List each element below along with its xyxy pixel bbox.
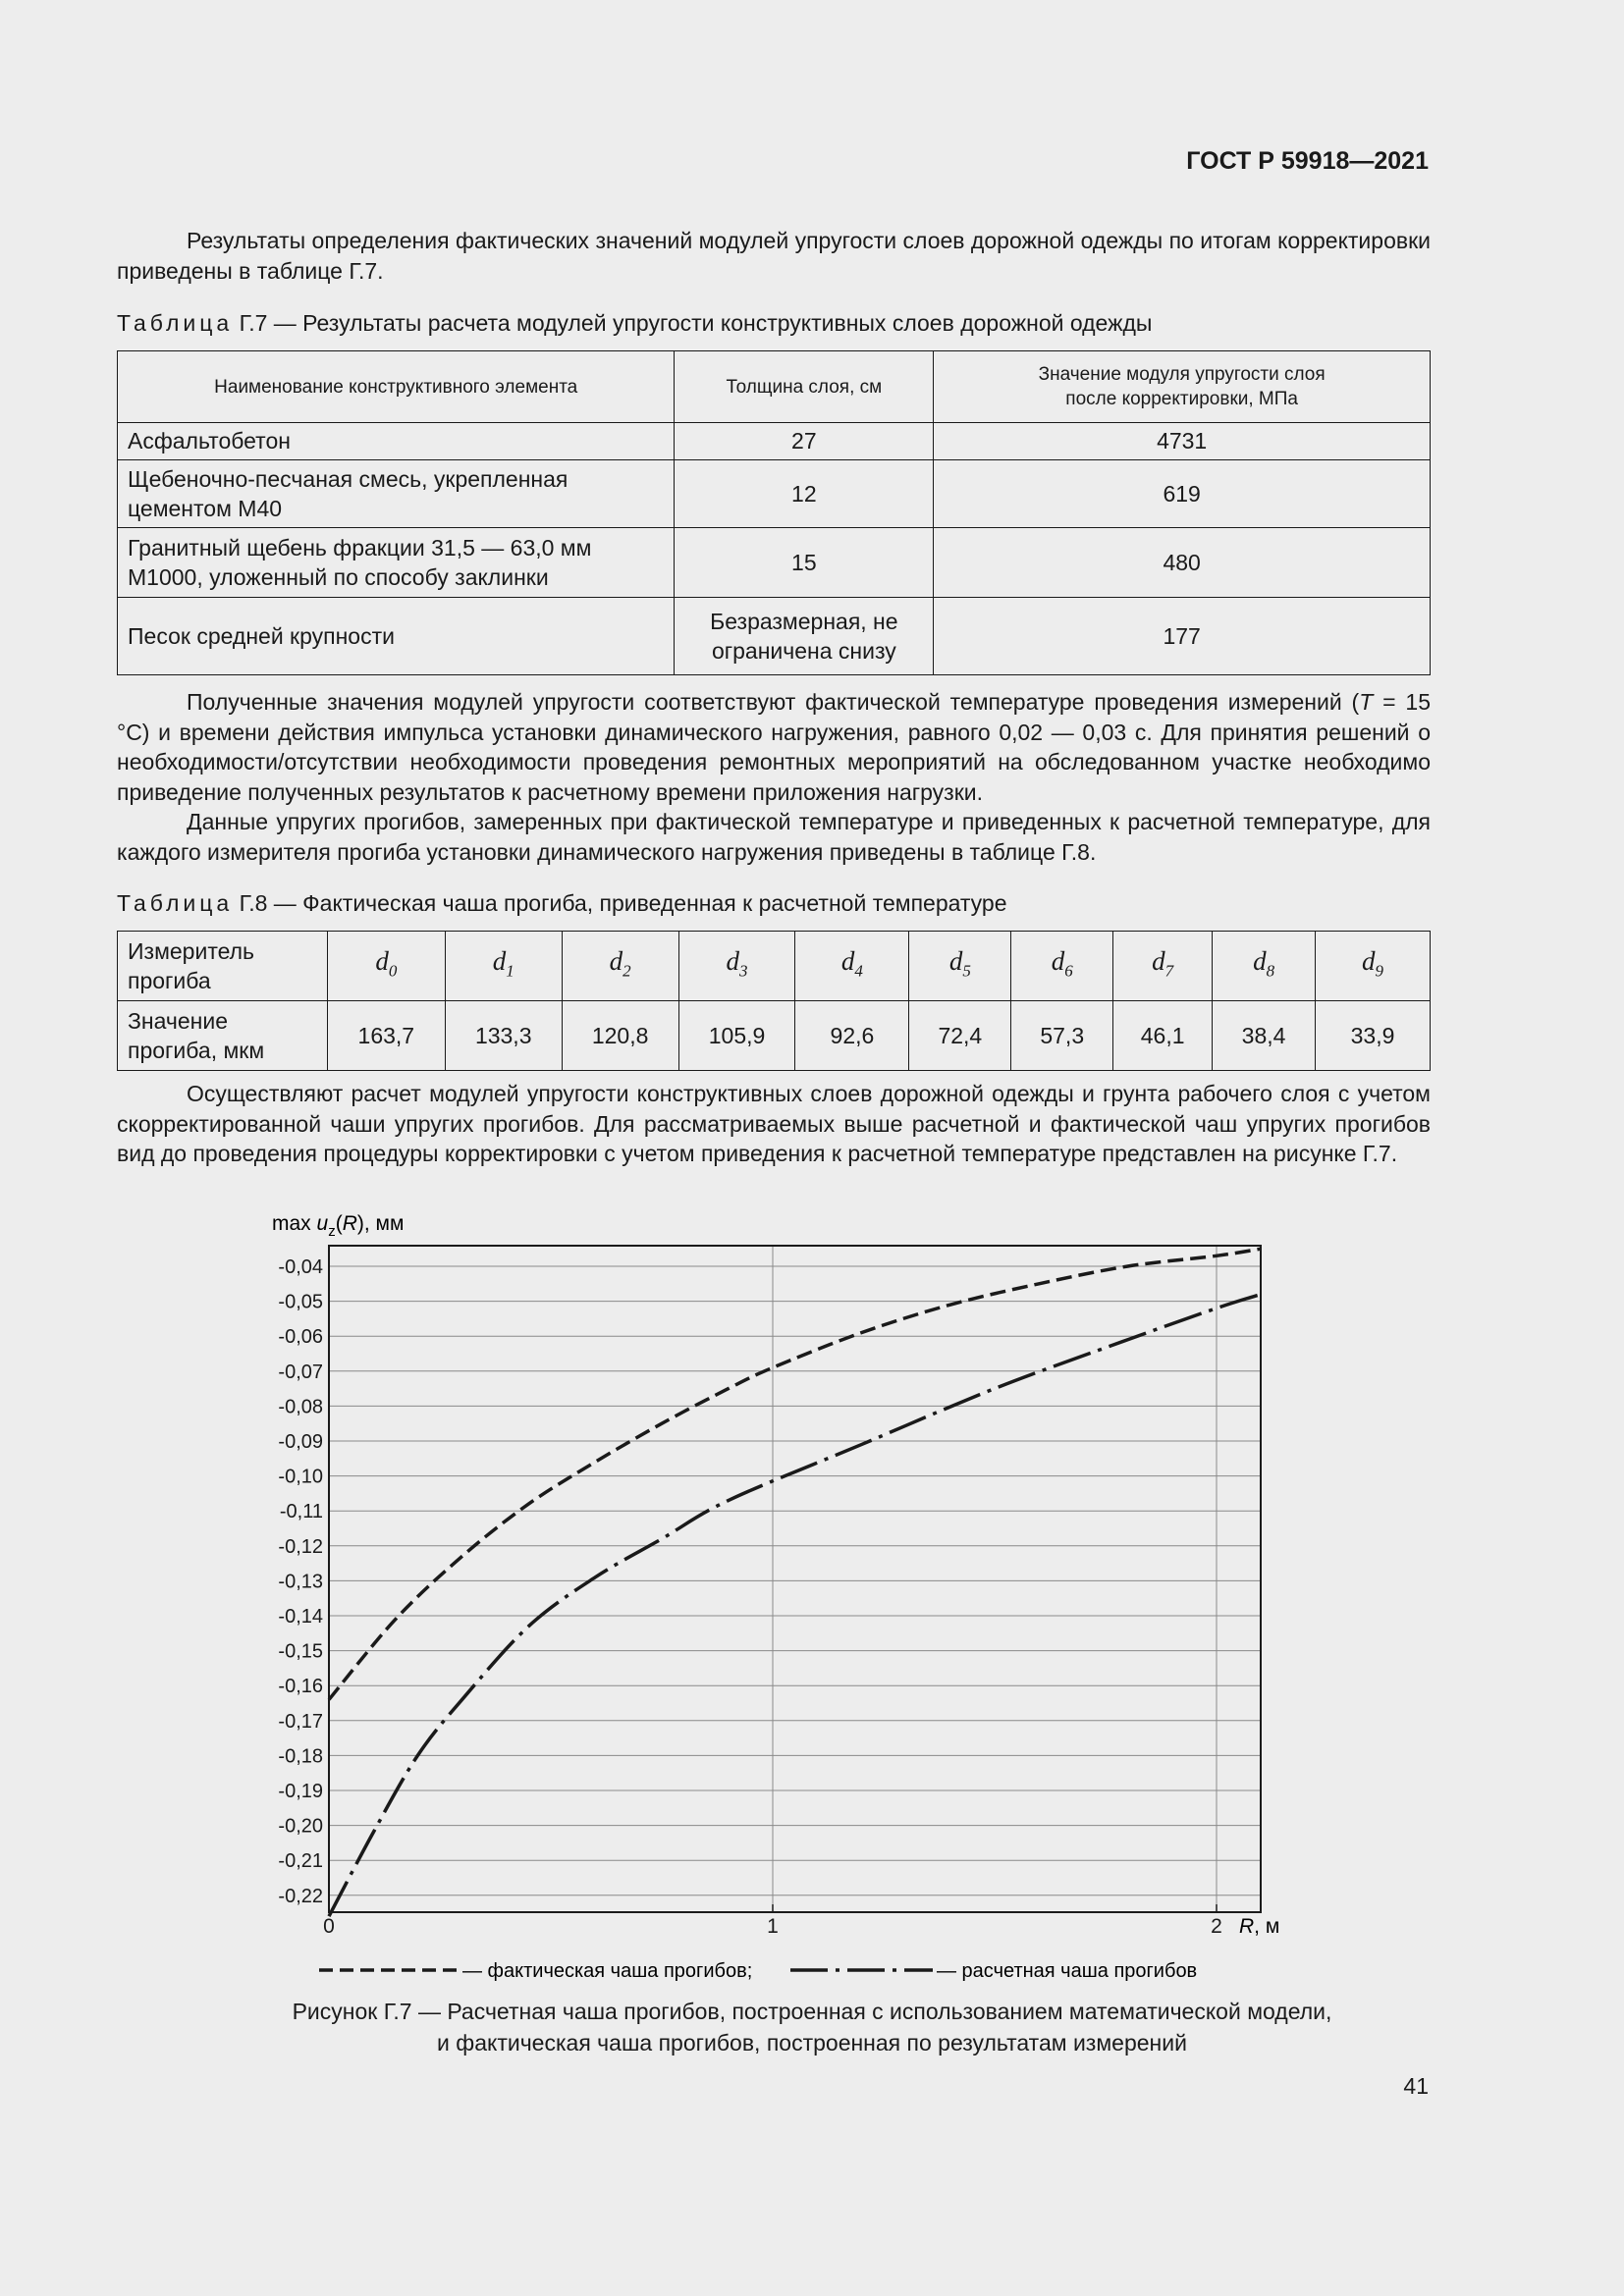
gauge-index: 1 xyxy=(506,961,514,981)
y-tick-label: -0,17 xyxy=(278,1710,323,1733)
gauge-symbol: d xyxy=(492,945,507,976)
y-tick-label: -0,20 xyxy=(278,1815,323,1838)
table7-cell-modulus: 619 xyxy=(934,460,1431,528)
y-tick-label: -0,10 xyxy=(278,1466,323,1488)
table7-cell-element: Гранитный щебень фракции 31,5 — 63,0 мм М1000, уложенный по способу заклинки xyxy=(118,528,675,598)
gauge-symbol: d xyxy=(1152,945,1165,976)
y-tick-label: -0,21 xyxy=(278,1850,323,1873)
table8-value-cell: 46,1 xyxy=(1113,1001,1213,1071)
y-tick-label: -0,16 xyxy=(278,1676,323,1698)
y-tick-label: -0,22 xyxy=(278,1885,323,1907)
table7-cell-element: Песок средней крупности xyxy=(118,598,675,675)
gauge-symbol: d xyxy=(375,945,389,976)
y-tick-label: -0,09 xyxy=(278,1431,323,1453)
chart-grid xyxy=(329,1246,1261,1912)
gauge-index: 5 xyxy=(962,961,971,981)
y-tick-label: -0,13 xyxy=(278,1571,323,1593)
y-tick-label: -0,06 xyxy=(278,1326,323,1349)
table7-cell-thickness: 27 xyxy=(675,423,934,460)
table8-value-cell: 133,3 xyxy=(445,1001,562,1071)
paragraph-results-part1: Полученные значения модулей упругости соответствуют фактической температуре проведения измерений ( xyxy=(187,689,1360,715)
gauge-index: 8 xyxy=(1266,961,1275,981)
y-tick-label: -0,04 xyxy=(278,1256,323,1278)
table7-cell-element: Щебеночно-песчаная смесь, укрепленная цементом М40 xyxy=(118,460,675,528)
paragraph-results-part2: = 15 °C) и времени действия импульса установки динамического нагружения, равного 0,02 — 0,03 с. Для принятия решений о необходимости/отсутствии необходимости проведения ремонтных мероприятий на обследованном участке необходимо приведение полученных результатов к расчетному времени приложения нагрузки. xyxy=(117,689,1432,805)
table8-value-cell: 120,8 xyxy=(562,1001,678,1071)
y-tick-label: -0,18 xyxy=(278,1745,323,1768)
table7-caption-text: Г.7 — Результаты расчета модулей упругости конструктивных слоев дорожной одежды xyxy=(239,310,1153,336)
y-tick-label: -0,15 xyxy=(278,1640,323,1663)
x-axis-label: R, м xyxy=(1239,1915,1280,1938)
chart-series xyxy=(329,1249,1261,1916)
table8-value-cell: 92,6 xyxy=(795,1001,909,1071)
gauge-index: 0 xyxy=(388,961,398,981)
table8-value-cell: 38,4 xyxy=(1213,1001,1316,1071)
gauge-index: 9 xyxy=(1375,961,1383,981)
y-tick-label: -0,11 xyxy=(279,1501,323,1523)
figure-caption-line2: и фактическая чаша прогибов, построенная по результатам измерений xyxy=(437,2030,1187,2056)
table7-cell-thickness: 12 xyxy=(675,460,934,528)
y-tick-label: -0,07 xyxy=(278,1361,323,1383)
table8-caption-label: Таблица xyxy=(117,890,234,916)
table7-cell-modulus: 4731 xyxy=(934,423,1431,460)
table7-header-thickness: Толщина слоя, см xyxy=(675,351,934,423)
legend-actual-label: — фактическая чаша прогибов; xyxy=(462,1960,753,1982)
series-actual-line xyxy=(329,1249,1261,1699)
table8-value-cell: 163,7 xyxy=(327,1001,445,1071)
y-tick-label: -0,14 xyxy=(278,1606,323,1628)
y-tick-label: -0,12 xyxy=(278,1535,323,1558)
table7-cell-modulus: 177 xyxy=(934,598,1431,675)
y-tick-labels xyxy=(278,1256,323,1907)
figure-caption xyxy=(0,1996,1624,2058)
x-tick-label: 0 xyxy=(323,1915,335,1938)
y-axis-label: $\max u_z(R)$, мм xyxy=(272,1212,405,1240)
gauge-index: 6 xyxy=(1064,961,1073,981)
table8-row-label-value: Значение прогиба, мкм xyxy=(118,1001,328,1071)
gauge-symbol: d xyxy=(840,945,855,976)
table8-value-cell: 57,3 xyxy=(1011,1001,1113,1071)
table7-cell-element: Асфальтобетон xyxy=(118,423,675,460)
paragraph-deflections: Данные упругих прогибов, замеренных при фактической температуре и приведенных к расчетной температуре, для каждого измерителя прогиба установки динамического нагружения приведены в таблице Г.8. xyxy=(117,809,1431,865)
gauge-index: 2 xyxy=(623,961,631,981)
y-tick-label: -0,19 xyxy=(278,1781,323,1802)
table7-header-element: Наименование конструктивного элемента xyxy=(118,351,675,423)
paragraph-calculation: Осуществляют расчет модулей упругости конструктивных слоев дорожной одежды и грунта рабочего слоя с учетом скорректированной чаши упругих прогибов. Для рассматриваемых выше расчетной и фактической чаш упругих прогибов вид до проведения процедуры корректировки с учетом приведения к расчетной температуре представлен на рисунке Г.7. xyxy=(117,1081,1431,1166)
table7-cell-thickness: Безразмерная, не ограничена снизу xyxy=(675,598,934,675)
table8-row-label-gauge: Измеритель прогиба xyxy=(118,932,328,1001)
table7-cell-modulus: 480 xyxy=(934,528,1431,598)
table7-header-modulus: Значение модуля упругости слоя после корректировки, МПа xyxy=(934,351,1431,423)
plot-frame xyxy=(329,1246,1261,1912)
x-tick-label: 2 xyxy=(1211,1915,1222,1938)
gauge-index: 3 xyxy=(739,961,748,981)
document-code: ГОСТ Р 59918—2021 xyxy=(1186,147,1429,175)
gauge-symbol: d xyxy=(726,945,740,976)
gauge-symbol: d xyxy=(609,945,623,976)
x-tick-label: 1 xyxy=(767,1915,779,1938)
temperature-symbol: T xyxy=(1359,689,1374,715)
legend-calc-label: — расчетная чаша прогибов xyxy=(937,1960,1198,1982)
gauge-symbol: d xyxy=(1253,945,1267,976)
gauge-index: 7 xyxy=(1164,961,1174,981)
gauge-symbol: d xyxy=(1362,945,1376,976)
gauge-index: 4 xyxy=(854,961,863,981)
table8-caption-text: Г.8 — Фактическая чаша прогиба, приведенная к расчетной температуре xyxy=(239,890,1007,916)
table8-value-cell: 33,9 xyxy=(1316,1001,1431,1071)
table8-value-cell: 105,9 xyxy=(678,1001,795,1071)
table7-caption-label: Таблица xyxy=(117,310,234,336)
table8-value-cell: 72,4 xyxy=(909,1001,1011,1071)
gauge-symbol: d xyxy=(948,945,963,976)
gauge-symbol: d xyxy=(1051,945,1065,976)
paragraph-intro: Результаты определения фактических значений модулей упругости слоев дорожной одежды по итогам корректировки приведены в таблице Г.7. xyxy=(117,228,1431,284)
page-number: 41 xyxy=(1403,2073,1429,2099)
x-tick-labels xyxy=(323,1915,1222,1938)
y-tick-label: -0,08 xyxy=(278,1396,323,1418)
series-calc-line xyxy=(329,1294,1261,1916)
figure-caption-line1: Рисунок Г.7 — Расчетная чаша прогибов, построенная с использованием математической модели, xyxy=(292,1999,1332,2024)
table7-cell-thickness: 15 xyxy=(675,528,934,598)
y-tick-label: -0,05 xyxy=(278,1291,323,1313)
